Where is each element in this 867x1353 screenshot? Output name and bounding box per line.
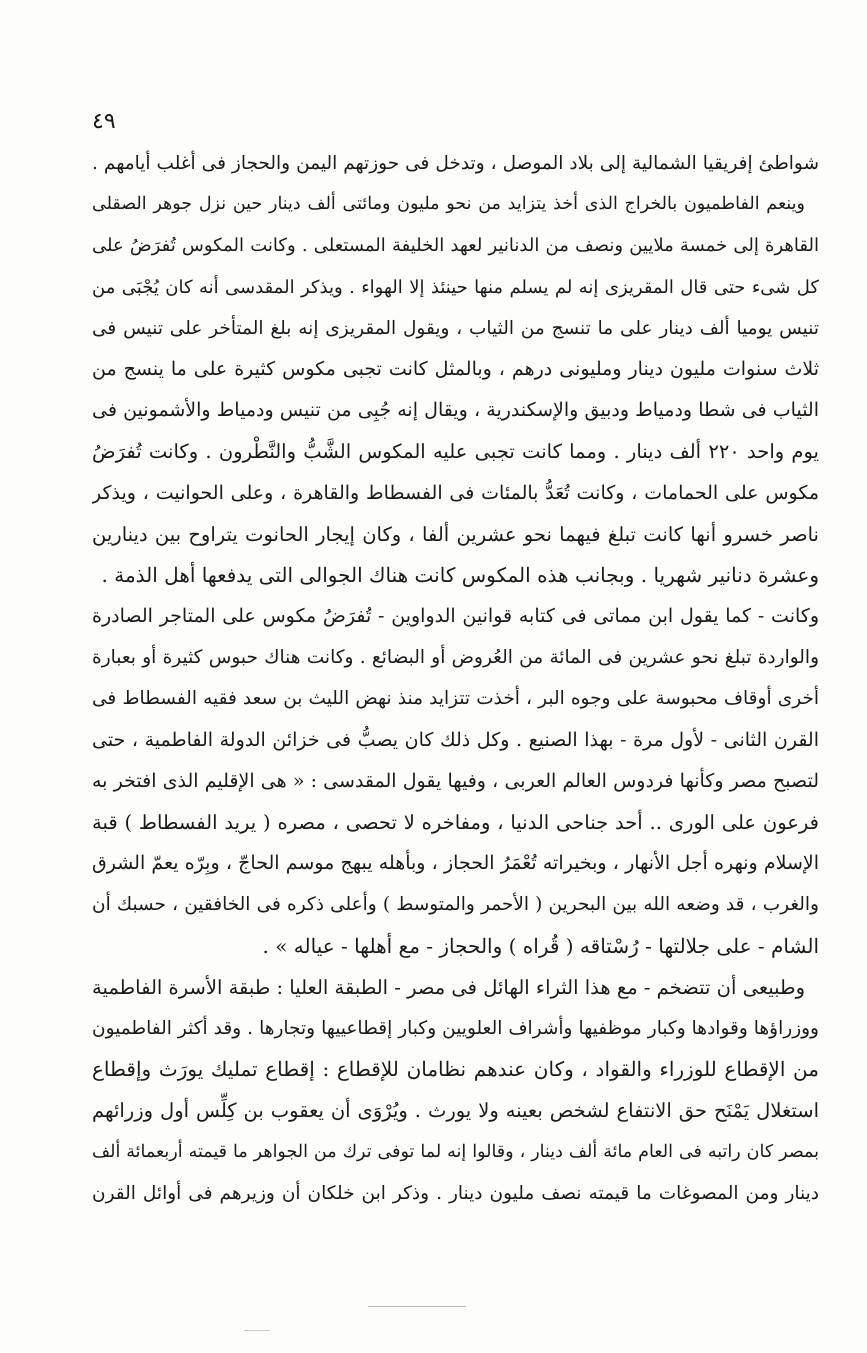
text-line: والواردة تبلغ نحو عشرين فى المائة من العُروض أو البضائع . وكانت هناك حبوس كثيرة أو بعبارة [92, 647, 819, 669]
text-line: فرعون على الورى .. أحد جناحى الدنيا ، ومفاخره لا تحصى ، مصره ( يريد الفسطاط ) قبة [92, 811, 819, 834]
text-line: أخرى أوقاف محبوسة على وجوه البر ، أخذت تتزايد منذ نهض الليث بن سعد فقيه الفسطاط فى [92, 688, 819, 710]
text-line: بمصر كان راتبه فى العام مائة ألف دينار ، وقالوا إنه لما توفى ترك من الجواهر ما قيمته أربعمائة ألف [92, 1141, 819, 1162]
text-line: القاهرة إلى خمسة ملايين ونصف من الدنانير لعهد الخليفة المستعلى . وكانت المكوس تُفرَضُ على [92, 235, 819, 257]
text-line: القرن الثانى - لأول مرة - بهذا الصنيع . وكل ذلك كان يصبُّ فى خزائن الدولة الفاطمية ، حتى [92, 728, 819, 751]
text-line: كل شىء حتى قال المقريزى إنه لم يسلم منها حينئذ إلا الهواء . ويذكر المقدسى أنه كان يُجْبَى من [92, 276, 819, 298]
text-line: ثلاث سنوات مليون دينار ومليونى درهم ، وبالمثل كانت تجبى مكوس كثيرة على ما ينسج من [92, 357, 819, 380]
text-line: وطبيعى أن تتضخم - مع هذا الثراء الهائل فى مصر - الطبقة العليا : طبقة الأسرة الفاطمية [92, 975, 805, 999]
text-line: الشام - على جلالتها - رُسْتاقه ( قُراه ) والحجاز - مع أهلها - عياله » . [262, 933, 819, 958]
text-line: وعشرة دنانير شهريا . وبجانب هذه المكوس كانت هناك الجوالى التى يدفعها أهل الذمة . [101, 562, 819, 587]
body-text [92, 143, 819, 1214]
scan-artifact [368, 1306, 466, 1307]
scan-artifact [244, 1330, 270, 1331]
text-line: دينار ومن المصوغات ما قيمته نصف مليون دينار . وذكر ابن خلكان أن وزيرهم فى أوائل القرن [92, 1182, 819, 1204]
text-line: لتصبح مصر وكأنها فردوس العالم العربى ، وفيها يقول المقدسى : « هى الإقليم الذى افتخر به [92, 769, 819, 792]
page-number: ٤٩ [92, 109, 116, 134]
text-line: تنيس يوميا ألف دينار على ما تنسج من الثياب ، ويقول المقريزى إنه بلغ المتأخر على تنيس فى [92, 317, 819, 339]
text-line: شواطئ إفريقيا الشمالية إلى بلاد الموصل ، وتدخل فى حوزتهم اليمن والحجاز فى أغلب أيامهم . [92, 153, 819, 174]
text-line: وينعم الفاطميون بالخراج الذى أخذ يتزايد من نحو مليون ومائتى ألف دينار حين نزل جوهر الصقلى [92, 194, 805, 215]
text-line: يوم واحد ٢٢٠ ألف دينار . ومما كانت تجبى عليه المكوس الشَّبُّ والنَّطْرون . وكانت تُفرَضُ [92, 440, 819, 464]
text-line: وكانت - كما يقول ابن مماتى فى كتابه قوانين الدواوين - تُفرَضُ مكوس على المتاجر الصادرة [92, 605, 819, 628]
text-line: الثياب فى شطا ودمياط ودبيق والإسكندرية ، ويقال إنه جُبِى من تنيس ودمياط والأشمونين فى [92, 399, 819, 422]
text-line: استغلال يَمْنَح حق الانتفاع لشخص بعينه ولا يورث . ويُرْوَى أن يعقوب بن كِلِّس أول وزرائهم [92, 1099, 819, 1123]
text-line: ناصر خسرو أنها كانت تبلغ فيهما نحو عشرين ألفا ، وكان إيجار الحانوت يتراوح بين دينارين [92, 522, 819, 546]
text-line: مكوس على الحمامات ، وكانت تُعَدُّ بالمئات فى الفسطاط والقاهرة ، وعلى الحوانيت ، ويذكر [92, 481, 819, 504]
text-line: والغرب ، قد وضعه الله بين البحرين ( الأحمر والمتوسط ) وأعلى ذكره فى الخافقين ، حسبك أن [92, 894, 819, 916]
text-line: الإسلام ونهره أجل الأنهار ، وبخيراته تُعْمَرُ الحجاز ، وبأهله يبهج موسم الحاجّ ، وبِرّه يعمّ الشرق [92, 852, 819, 875]
text-line: ووزراؤها وقوادها وكبار موظفيها وأشراف العلويين وكبار إقطاعييها وتجارها . وقد أكثر الفاطميون [92, 1017, 819, 1039]
text-line: من الإقطاع للوزراء والقواد ، وكان عندهم نظامان للإقطاع : إقطاع تمليك يورَث وإقطاع [92, 1057, 819, 1082]
